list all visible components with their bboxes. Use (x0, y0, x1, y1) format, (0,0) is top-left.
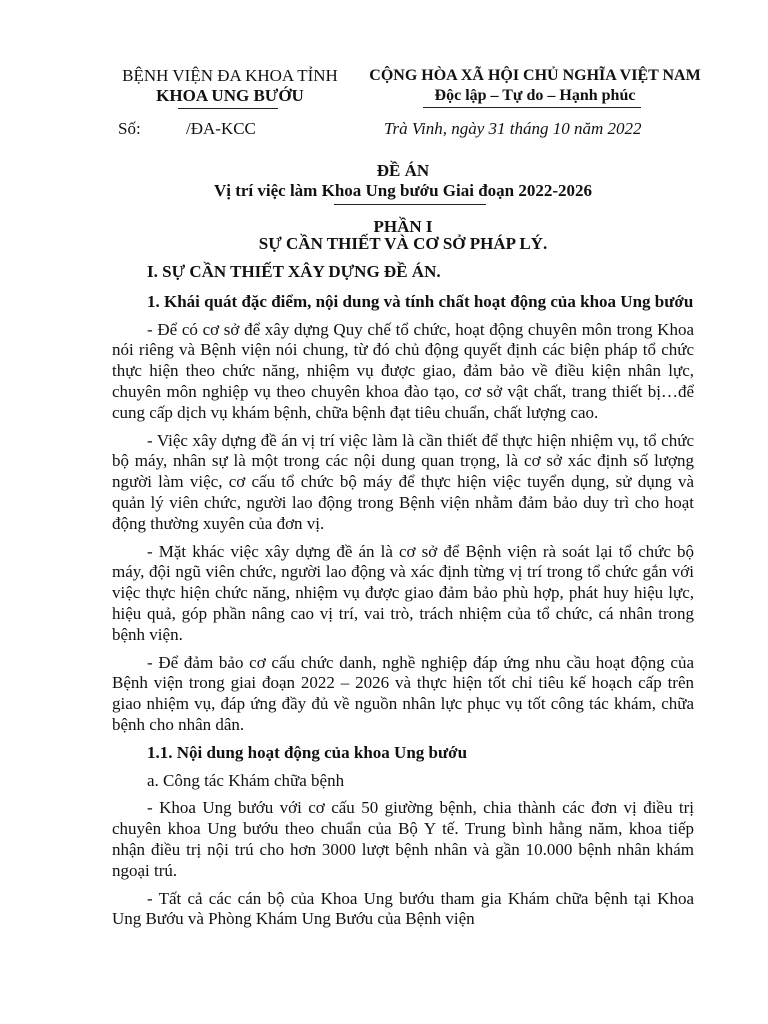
subsection-heading: 1.1. Nội dung hoạt động của khoa Ung bướu (147, 742, 468, 762)
document-number: /ĐA-KCC (186, 119, 256, 138)
place-date: Trà Vinh, ngày 31 tháng 10 năm 2022 (384, 119, 642, 138)
subject-underline (334, 204, 486, 205)
hospital-name: BỆNH VIỆN ĐA KHOA TỈNH (122, 66, 338, 85)
paragraph: - Tất cả các cán bộ của Khoa Ung bướu tham gia Khám chữa bệnh tại Khoa Ung Bướu và Phòng Khám Ung Bướu của Bệnh viện (112, 888, 694, 929)
paragraph: - Khoa Ung bướu với cơ cấu 50 giường bệnh, chia thành các đơn vị điều trị chuyên khoa Ung bướu theo chuẩn của Bộ Y tế. Trung bình hằng năm, khoa tiếp nhận điều trị nội trú cho hơn 3000 lượt bệnh nhân và gần 10.000 bệnh nhân khám ngoại trú. (112, 798, 694, 880)
department-name: KHOA UNG BƯỚU (156, 86, 304, 105)
part-title: SỰ CẦN THIẾT VÀ CƠ SỞ PHÁP LÝ. (258, 234, 548, 253)
paragraph: - Việc xây dựng đề án vị trí việc làm là cần thiết để thực hiện nhiệm vụ, tổ chức bộ máy, nhân sự là một trong các nội dung quan trọng, là cơ sở xác định số lượng người làm việc, cơ cấu tổ chức bộ máy để thực hiện việc tuyển dụng, sử dụng và quản lý viên chức, người lao động trong Bệnh viện nhằm đảm bảo duy trì cho hoạt động thường xuyên của đơn vị. (112, 430, 694, 533)
country-name: CỘNG HÒA XÃ HỘI CHỦ NGHĨA VIỆT NAM (369, 67, 701, 84)
national-motto-block (365, 66, 705, 106)
subsection-heading: 1. Khái quát đặc điểm, nội dung và tính chất hoạt động của khoa Ung bướu (147, 291, 694, 311)
document-type: ĐỀ ÁN (376, 161, 430, 180)
document-body (112, 262, 694, 937)
paragraph: - Để có cơ sở để xây dựng Quy chế tổ chức, hoạt động chuyên môn trong Khoa nói riêng và Bệnh viện nói chung, từ đó chủ động quyết định các biện pháp tổ chức thực hiện theo chức năng, nhiệm vụ được giao, đảm bảo về điều kiện nhân lực, chuyên môn nghiệp vụ theo chuyên khoa đào tạo, cơ sở vật chất, trang thiết bị…để cung cấp dịch vụ khám bệnh, chữa bệnh đạt tiêu chuẩn, chất lượng cao. (112, 319, 694, 422)
sub-item-heading: a. Công tác Khám chữa bệnh (147, 770, 345, 790)
motto: Độc lập – Tự do – Hạnh phúc (434, 87, 636, 104)
motto-underline (423, 107, 641, 108)
document-number-label: Số: (118, 119, 141, 138)
section-heading: I. SỰ CẦN THIẾT XÂY DỰNG ĐỀ ÁN. (147, 262, 441, 281)
part-number: PHẦN I (373, 217, 433, 236)
issuer-block (112, 66, 348, 106)
paragraph: - Để đảm bảo cơ cấu chức danh, nghề nghiệp đáp ứng nhu cầu hoạt động của Bệnh viện trong giai đoạn 2022 – 2026 và thực hiện tốt chỉ tiêu kế hoạch cấp trên giao nhiệm vụ, đáp ứng đầy đủ về nguồn nhân lực phục vụ tốt công tác khám, chữa bệnh cho nhân dân. (112, 652, 694, 734)
issuer-underline (178, 108, 278, 109)
paragraph: - Mặt khác việc xây dựng đề án là cơ sở để Bệnh viện rà soát lại tổ chức bộ máy, đội ngũ viên chức, người lao động và xác định từng vị trí trong tổ chức gắn với việc thực hiện chức năng, nhiệm vụ được giao đảm bảo phù hợp, phát huy hiệu lực, hiệu quả, góp phần nâng cao vị trí, vai trò, trách nhiệm của tổ chức, cá nhân trong bệnh viện. (112, 541, 694, 644)
document-subject: Vị trí việc làm Khoa Ung bướu Giai đoạn 2022-2026 (213, 181, 593, 200)
